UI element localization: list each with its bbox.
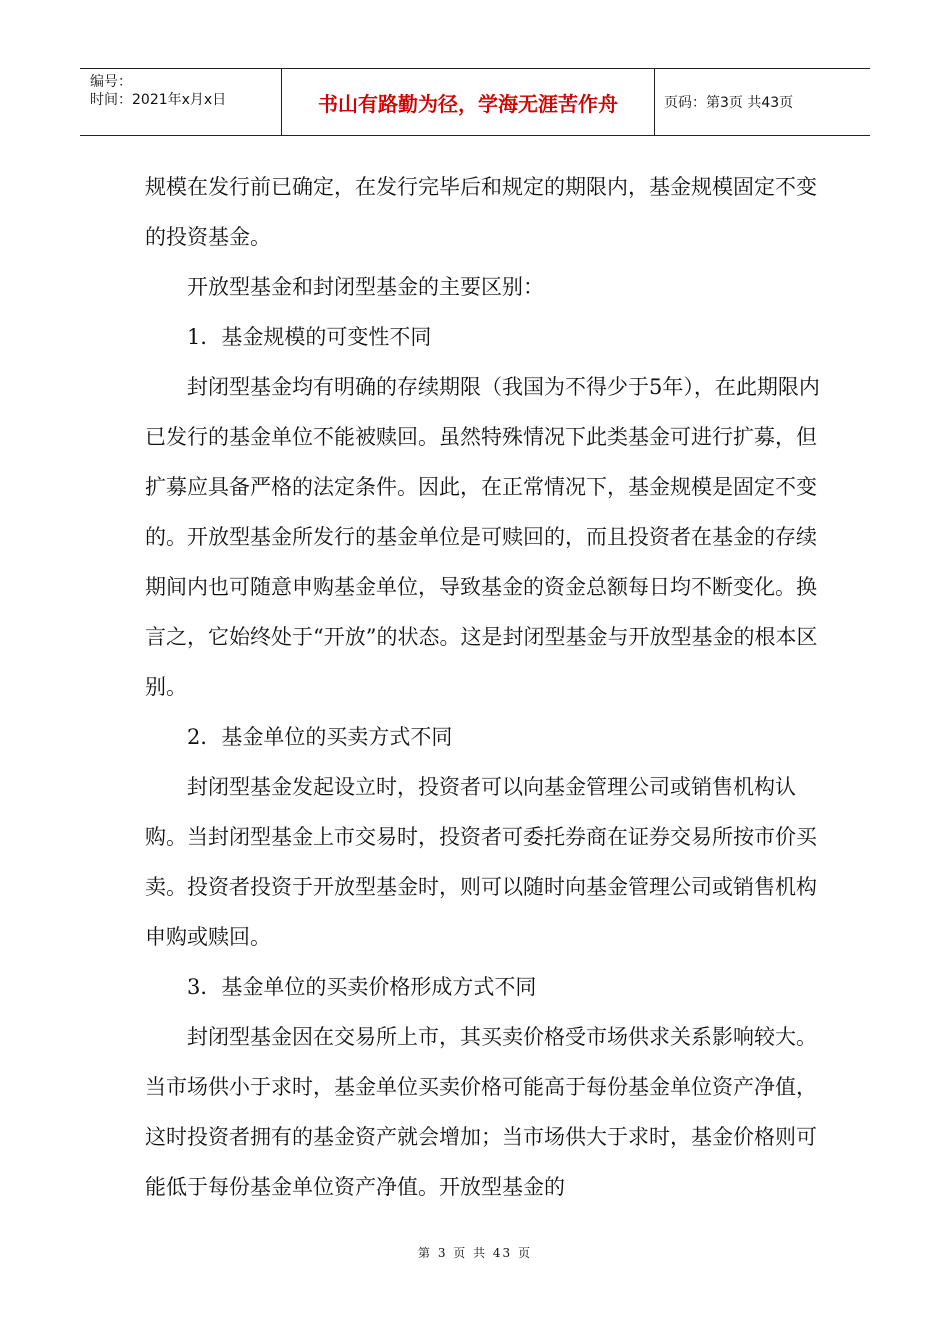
section-heading: 2．基金单位的买卖方式不同 [187,725,453,749]
header-motto: 书山有路勤为径，学海无涯苦作舟 [282,69,655,135]
paragraph: 封闭型基金因在交易所上市，其买卖价格受市场供求关系影响较大。当市场供小于求时，基金单位买卖价格可能高于每份基金单位资产净值，这时投资者拥有的基金资产就会增加；当市场供大于求时，基金价格则可能低于每份基金单位资产净值。开放型基金的 [145,1025,817,1199]
page-header [80,68,870,136]
page-footer: 第 3 页 共 43 页 [418,1246,532,1260]
section-heading: 3．基金单位的买卖价格形成方式不同 [187,975,537,999]
document-date-label: 时间：2021年x月x日 [90,92,227,108]
document-number-label: 编号： [90,74,132,90]
paragraph: 封闭型基金发起设立时，投资者可以向基金管理公司或销售机构认购。当封闭型基金上市交易时，投资者可委托券商在证券交易所按市价买卖。投资者投资于开放型基金时，则可以随时向基金管理公司或销售机构申购或赎回。 [145,775,817,949]
header-meta [80,69,282,135]
document-body [145,162,825,1212]
header-page-info: 页码：第3页 共43页 [664,95,794,111]
paragraph: 封闭型基金均有明确的存续期限（我国为不得少于5年），在此期限内已发行的基金单位不能被赎回。虽然特殊情况下此类基金可进行扩募，但扩募应具备严格的法定条件。因此，在正常情况下，基金规模是固定不变的。开放型基金所发行的基金单位是可赎回的，而且投资者在基金的存续期间内也可随意申购基金单位，导致基金的资金总额每日均不断变化。换言之，它始终处于“开放”的状态。这是封闭型基金与开放型基金的根本区别。 [145,375,820,699]
paragraph: 规模在发行前已确定，在发行完毕后和规定的期限内，基金规模固定不变的投资基金。 [145,175,817,249]
section-heading: 1．基金规模的可变性不同 [187,325,432,349]
paragraph: 开放型基金和封闭型基金的主要区别： [187,275,544,299]
